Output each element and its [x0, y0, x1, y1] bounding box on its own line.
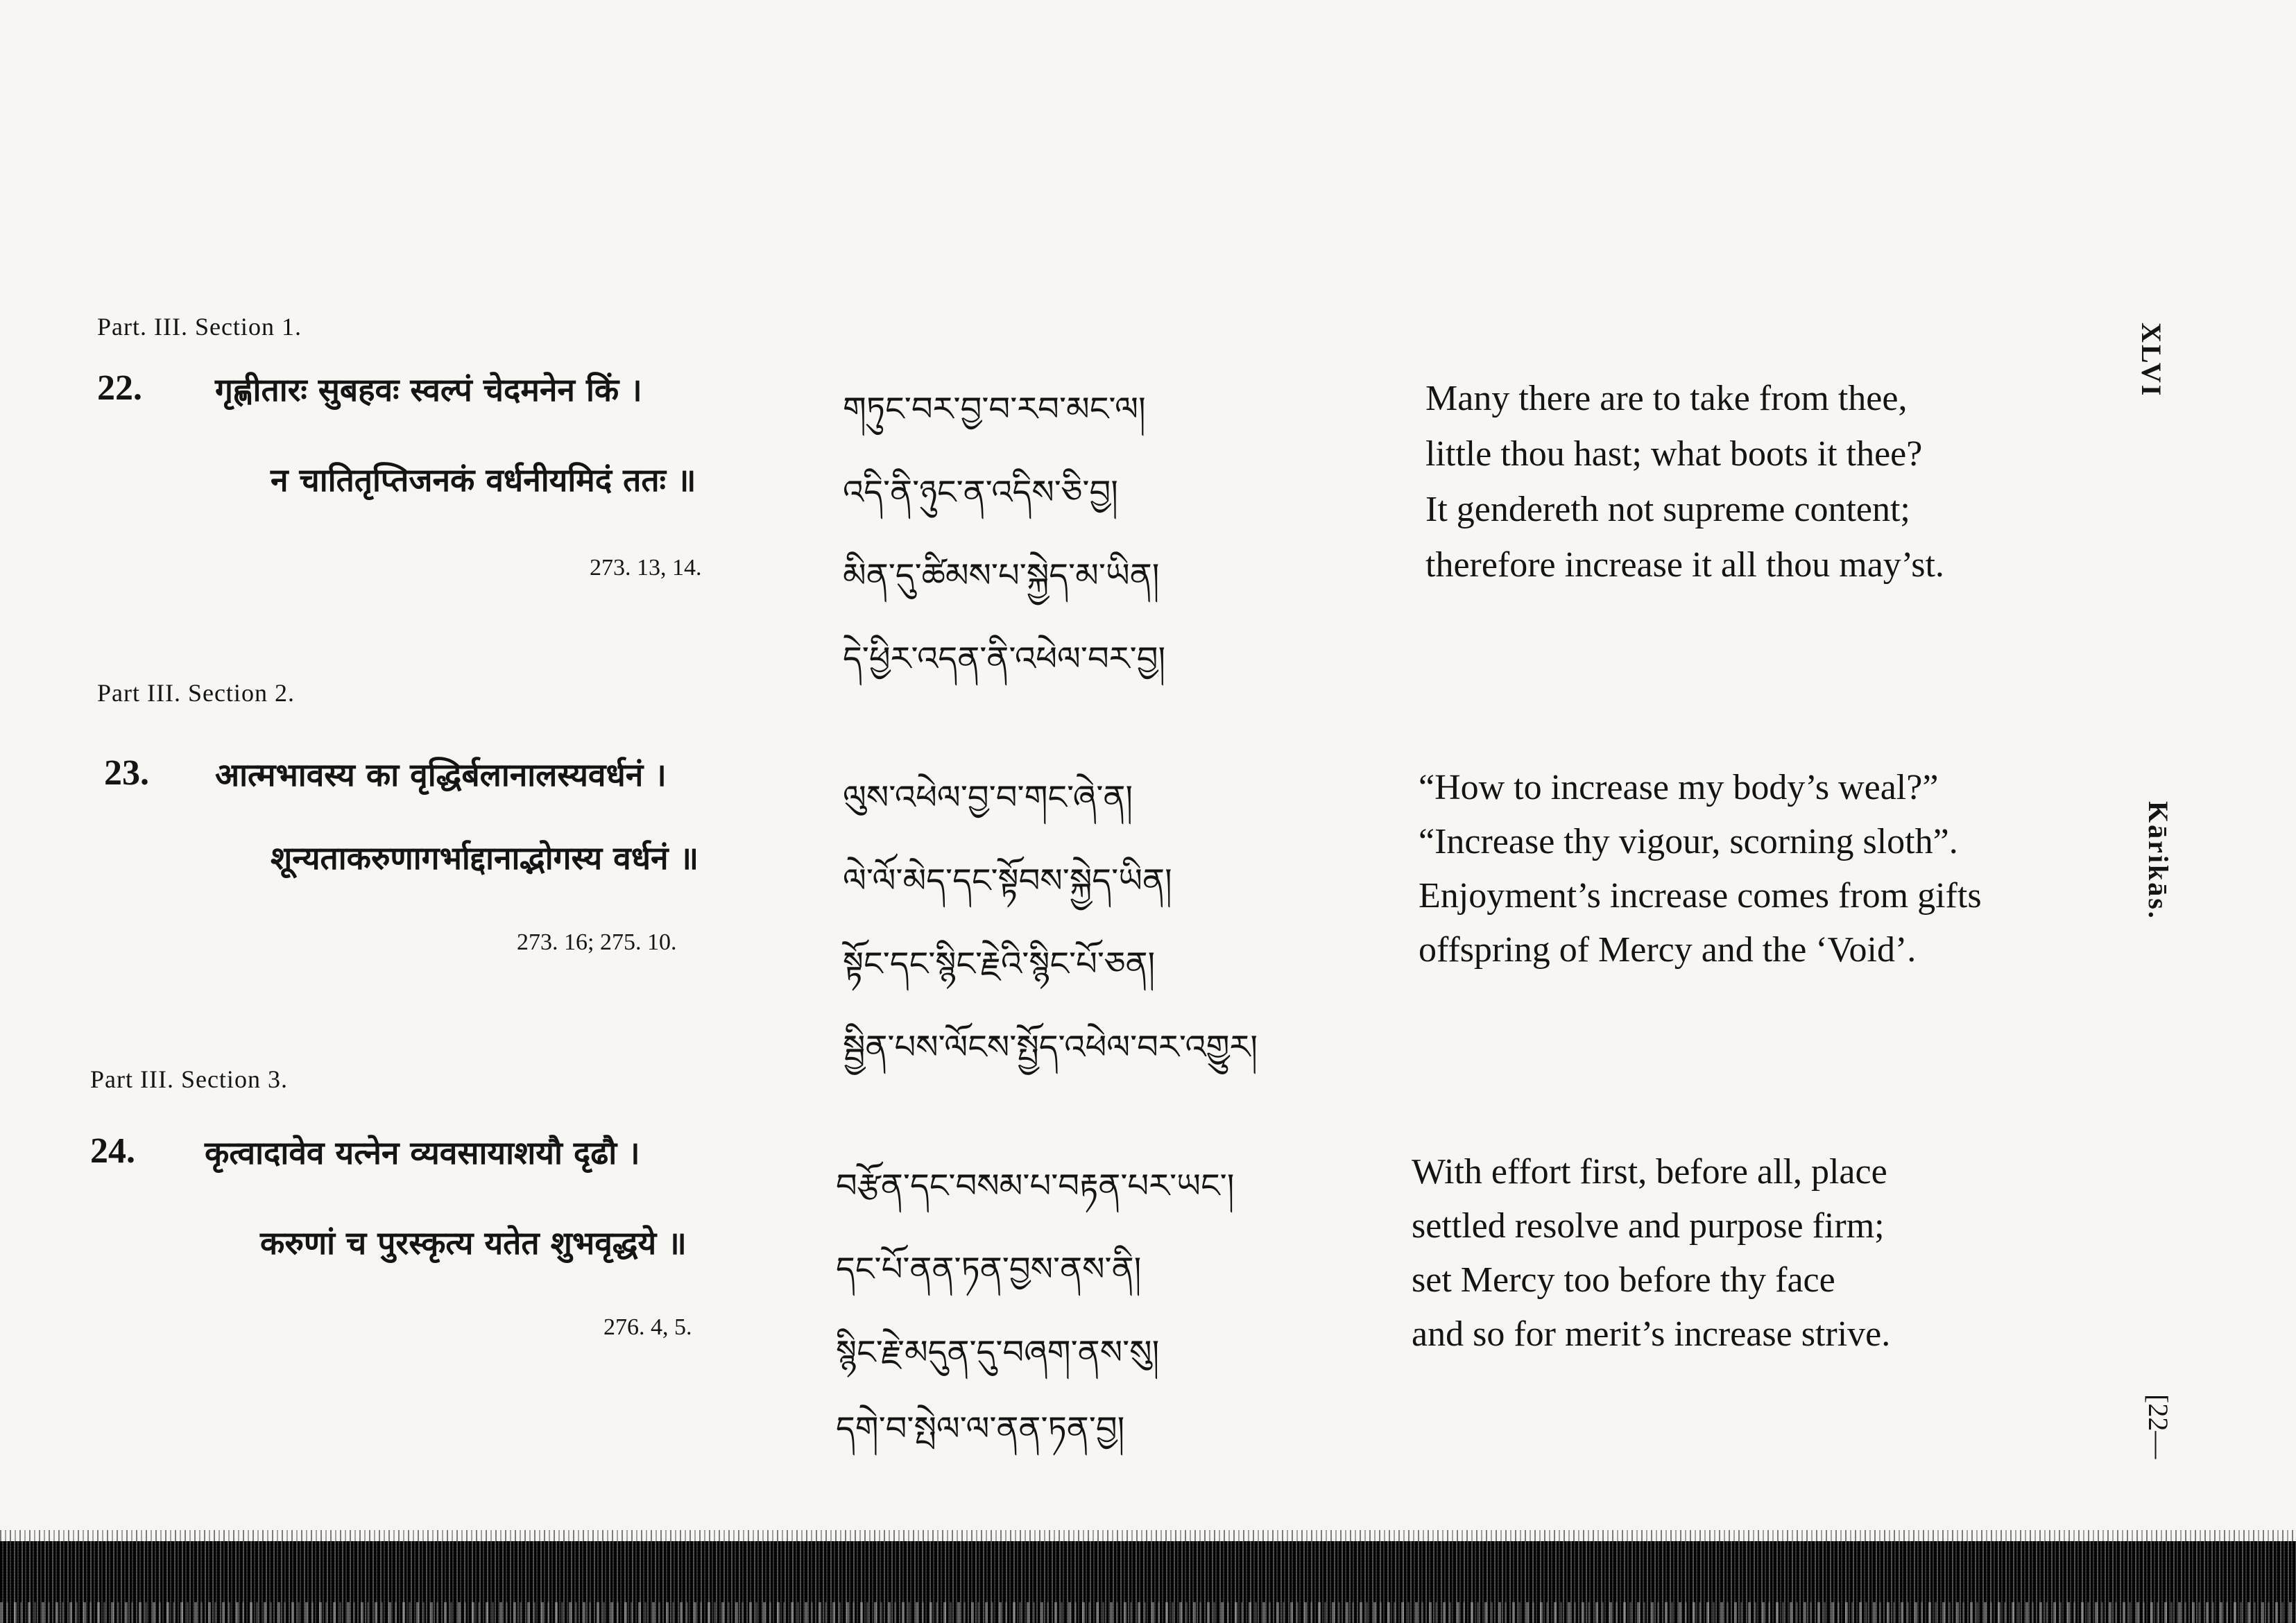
sanskrit-line: गृह्णीतारः सुबहवः स्वल्पं चेदमनेन किं ।: [215, 371, 642, 409]
tibetan-line: སྦྱིན་པས་ལོངས་སྤྱོད་འཕེལ་བར་འགྱུར།: [843, 1028, 1258, 1067]
tibetan-line: འདི་ནི་ཉུང་ན་འདིས་ཅི་བྱ།: [843, 473, 1118, 512]
english-line: With effort first, before all, place: [1412, 1152, 1887, 1192]
tibetan-line: བརྩོན་དང་བསམ་པ་བརྟན་པར་ཡང་།: [836, 1167, 1235, 1205]
tibetan-line: སྙིང་རྗེ་མདུན་དུ་བཞག་ནས་སུ།: [836, 1333, 1160, 1372]
english-line: Enjoyment’s increase comes from gifts: [1419, 876, 1982, 916]
section-label: Part. III. Section 1.: [97, 313, 302, 341]
section-label: Part III. Section 2.: [97, 679, 295, 707]
verse-reference: 276. 4, 5.: [603, 1314, 692, 1340]
page-number: XLVI: [2136, 323, 2167, 398]
verse-number: 22.: [97, 368, 142, 408]
sanskrit-line: न चातितृप्तिजनकं वर्धनीयमिदं ततः ॥: [271, 461, 696, 499]
folio-mark: [22—: [2143, 1394, 2174, 1459]
running-title: Kārikās.: [2143, 801, 2174, 920]
english-line: offspring of Mercy and the ‘Void’.: [1419, 930, 1917, 970]
verse-reference: 273. 16; 275. 10.: [517, 929, 677, 955]
english-line: settled resolve and purpose firm;: [1412, 1206, 1885, 1246]
sanskrit-line: कृत्वादावेव यत्नेन व्यवसायाशयौ दृढौ ।: [205, 1134, 640, 1171]
scan-noise-strip: [0, 1541, 2296, 1623]
section-label: Part III. Section 3.: [90, 1065, 288, 1093]
verse-number: 24.: [90, 1131, 135, 1171]
english-line: therefore increase it all thou may’st.: [1425, 545, 1944, 585]
tibetan-line: སྟོང་དང་སྙིང་རྗེའི་སྙིང་པོ་ཅན།: [843, 945, 1156, 984]
sanskrit-line: शून्यताकरुणागर्भाद्दानाद्भोगस्य वर्धनं ॥: [271, 839, 699, 877]
tibetan-line: གཏུང་བར་བྱ་བ་རབ་མང་ལ།: [843, 390, 1146, 429]
tibetan-line: དགེ་བ་སྤེལ་ལ་ནན་ཏན་བྱ།: [836, 1409, 1125, 1448]
sanskrit-line: आत्मभावस्य का वृद्धिर्बलानालस्यवर्धनं ।: [215, 756, 667, 793]
english-line: set Mercy too before thy face: [1412, 1260, 1835, 1300]
verse-number: 23.: [104, 753, 149, 793]
tibetan-line: ལུས་འཕེལ་བྱ་བ་གང་ཞེ་ན།: [843, 778, 1133, 817]
english-line: It gendereth not supreme content;: [1425, 490, 1910, 529]
english-line: and so for merit’s increase strive.: [1412, 1314, 1891, 1354]
tibetan-line: ལེ་ལོ་མེད་དང་སྟོབས་སྐྱེད་ཡིན།: [843, 861, 1172, 900]
english-line: “How to increase my body’s weal?”: [1419, 768, 1939, 807]
tibetan-line: དང་པོ་ནན་ཏན་བྱས་ནས་ནི།: [836, 1250, 1142, 1289]
sanskrit-line: करुणां च पुरस्कृत्य यतेत शुभवृद्धये ॥: [260, 1224, 687, 1262]
english-line: “Increase thy vigour, scorning sloth”.: [1419, 822, 1958, 861]
tibetan-line: དེ་ཕྱིར་འདན་ནི་འཕེལ་བར་བྱ།: [843, 639, 1166, 678]
verse-reference: 273. 13, 14.: [590, 555, 702, 581]
english-line: Many there are to take from thee,: [1425, 379, 1908, 418]
english-line: little thou hast; what boots it thee?: [1425, 434, 1923, 474]
tibetan-line: མིན་དུ་ཚིམས་པ་སྐྱེད་མ་ཡིན།: [843, 556, 1160, 595]
